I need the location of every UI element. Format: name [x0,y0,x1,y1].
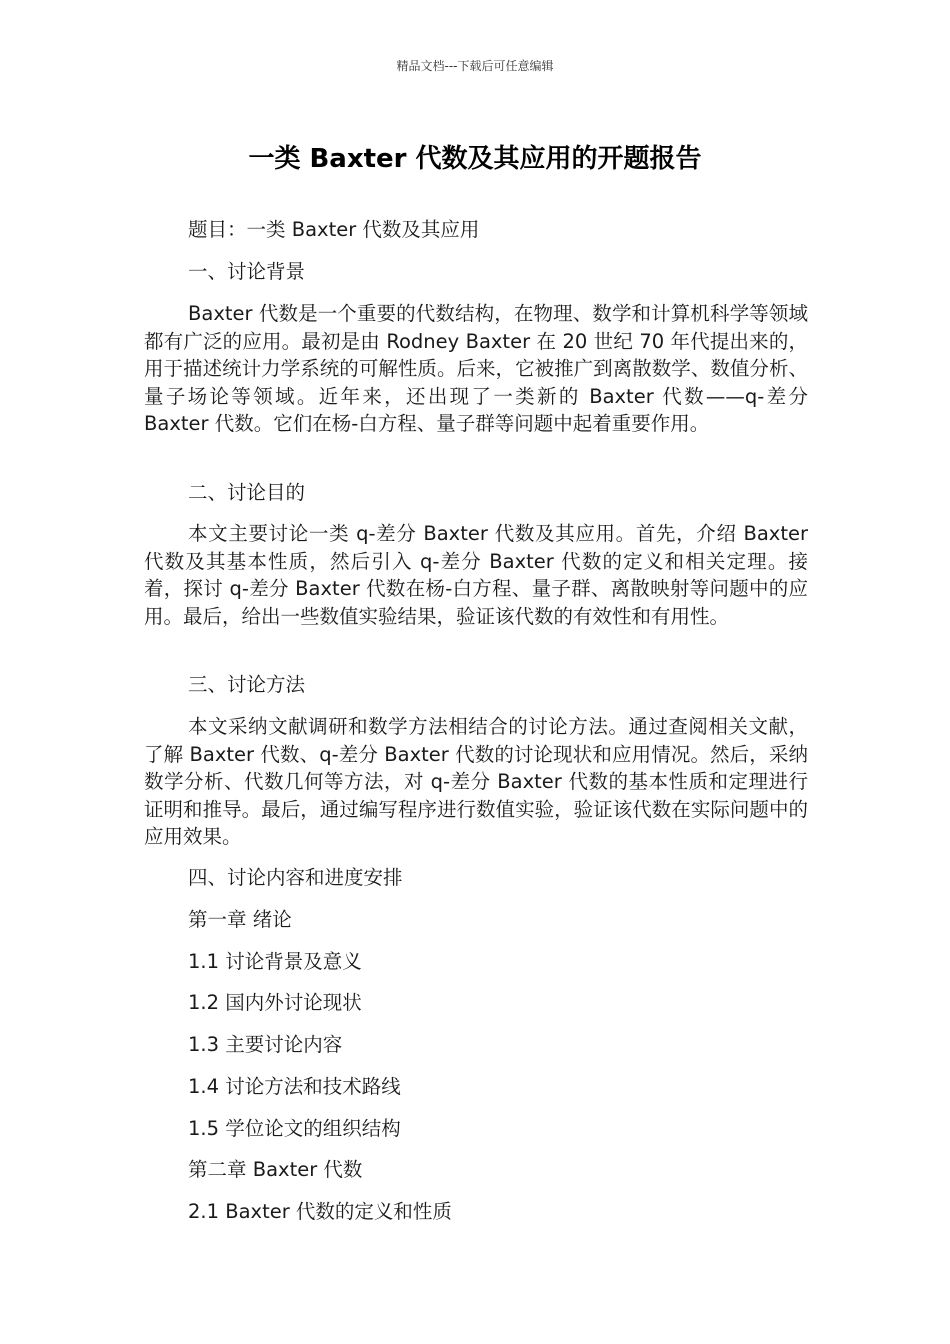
section-heading-purpose: 二、讨论目的 [188,481,306,504]
document-title: 一类 Baxter 代数及其应用的开题报告 [248,144,702,174]
outline-item: 1.1 讨论背景及意义 [188,950,362,973]
outline-item: 1.3 主要讨论内容 [188,1033,343,1056]
outline-item: 2.1 Baxter 代数的定义和性质 [188,1200,452,1223]
section-heading-background: 一、讨论背景 [188,260,306,283]
outline-item: 1.4 讨论方法和技术路线 [188,1075,401,1098]
outline-item: 1.5 学位论文的组织结构 [188,1117,401,1140]
header-note: 精品文档---下载后可任意编辑 [396,59,554,73]
section-heading-method: 三、讨论方法 [188,673,306,696]
outline-item: 第一章 绪论 [188,908,292,931]
outline-item: 1.2 国内外讨论现状 [188,991,362,1014]
paragraph-method: 本文采纳文献调研和数学方法相结合的讨论方法。通过查阅相关文献，了解 Baxter 代数、q-差分 Baxter 代数的讨论现状和应用情况。然后，采纳数学分析、代数几何等方法，对 q-差分 Baxter 代数的基本性质和定理进行证明和推导。最后，通过编写程序进行数值实验，验证该代数在实际问题中的应用效果。 [144,715,808,848]
outline-item: 第二章 Baxter 代数 [188,1158,363,1181]
section-heading-content: 四、讨论内容和进度安排 [188,866,403,889]
topic-line: 题目：一类 Baxter 代数及其应用 [188,218,480,241]
paragraph-purpose: 本文主要讨论一类 q-差分 Baxter 代数及其应用。首先，介绍 Baxter 代数及其基本性质，然后引入 q-差分 Baxter 代数的定义和相关定理。接着，探讨 q-差分 Baxter 代数在杨-白方程、量子群、离散映射等问题中的应用。最后，给出一些数值实验结果，验证该代数的有效性和有用性。 [144,522,808,628]
paragraph-background: Baxter 代数是一个重要的代数结构，在物理、数学和计算机科学等领域都有广泛的应用。最初是由 Rodney Baxter 在 20 世纪 70 年代提出来的，用于描述统计力学系统的可解性质。后来，它被推广到离散数学、数值分析、量子场论等领域。近年来，还出现了一类新的 Baxter 代数——q-差分 Baxter 代数。它们在杨-白方程、量子群等问题中起着重要作用。 [144,302,808,435]
